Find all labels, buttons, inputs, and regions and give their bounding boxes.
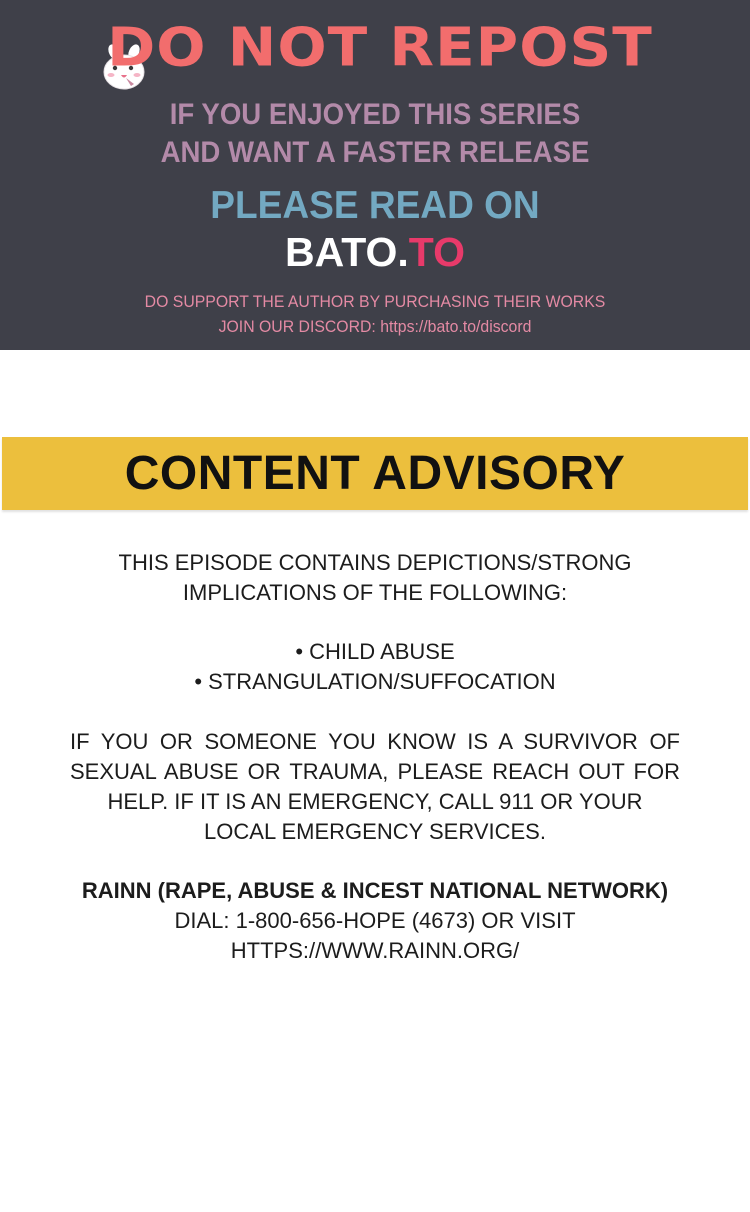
repost-warning-banner [0, 0, 750, 350]
do-not-repost-title: DO NOT REPOST [107, 15, 653, 79]
advisory-intro-line-1: THIS EPISODE CONTAINS DEPICTIONS/STRONG [118, 550, 632, 575]
list-item: • CHILD ABUSE [295, 639, 455, 664]
help-line-3: HELP. IF IT IS AN EMERGENCY, CALL 911 OR YOUR [107, 789, 643, 814]
advisory-intro-line-2: IMPLICATIONS OF THE FOLLOWING: [182, 580, 568, 605]
advisory-topic-list [60, 637, 690, 697]
enjoy-message [30, 96, 720, 172]
rainn-info [60, 876, 690, 966]
help-line-2: SEXUAL ABUSE OR TRAUMA, PLEASE REACH OUT FOR [70, 759, 680, 784]
enjoy-line-1: IF YOU ENJOYED THIS SERIES [169, 98, 581, 131]
site-name-part-1: BATO. [285, 229, 409, 275]
rainn-name: RAINN (RAPE, ABUSE & INCEST NATIONAL NETWORK) [81, 878, 669, 903]
rainn-url[interactable]: HTTPS://WWW.RAINN.ORG/ [230, 938, 520, 963]
help-message [70, 727, 680, 847]
content-advisory-title: CONTENT ADVISORY [124, 447, 626, 500]
help-line-4: LOCAL EMERGENCY SERVICES. [204, 819, 546, 844]
discord-link[interactable]: JOIN OUR DISCORD: https://bato.to/discord [218, 317, 532, 336]
site-name-part-2: TO [408, 229, 465, 275]
enjoy-line-2: AND WANT A FASTER RELEASE [160, 136, 590, 169]
support-message [26, 289, 724, 339]
advisory-intro [60, 548, 690, 608]
rainn-dial: DIAL: 1-800-656-HOPE (4673) OR VISIT [174, 908, 576, 933]
site-name[interactable] [0, 228, 750, 276]
please-read-on: PLEASE READ ON [210, 184, 540, 227]
content-advisory-header [2, 437, 748, 510]
list-item: • STRANGULATION/SUFFOCATION [194, 669, 556, 694]
support-line: DO SUPPORT THE AUTHOR BY PURCHASING THEIR WORKS [144, 292, 606, 311]
help-line-1: IF YOU OR SOMEONE YOU KNOW IS A SURVIVOR OF [70, 729, 680, 754]
